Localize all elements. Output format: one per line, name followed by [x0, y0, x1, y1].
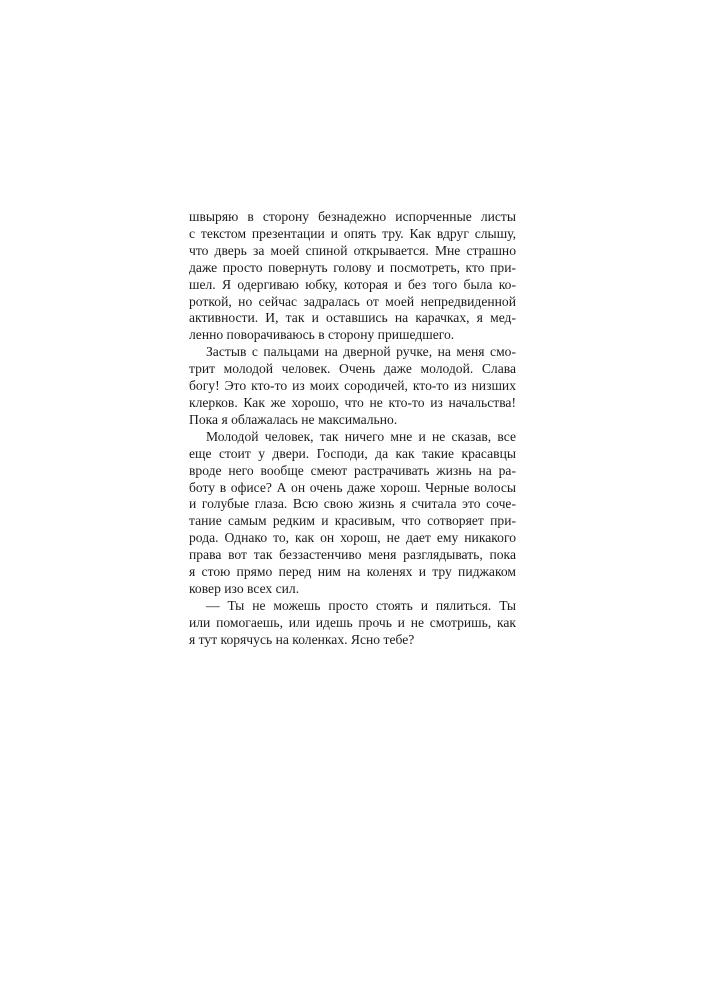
text-line: даже просто повернуть голову и посмотреть, кто при-: [189, 259, 516, 275]
text-line: я стою прямо перед ним на коленях и тру пиджаком: [189, 564, 516, 580]
text-line: что дверь за моей спиной открывается. Мне страшно: [189, 242, 516, 258]
text-line: Пока я облажалась не максимально.: [189, 411, 398, 427]
text-line: ленно поворачиваюсь в сторону пришедшего.: [189, 327, 455, 343]
paragraph-2: [189, 344, 516, 429]
text-line: клерков. Как же хорошо, что не кто-то из начальства!: [189, 394, 516, 410]
text-line: Молодой человек, так ничего мне и не сказав, все: [206, 428, 516, 444]
text-line: швыряю в сторону безнадежно испорченные листы: [189, 209, 516, 224]
text-line: или помогаешь, или идешь прочь и не смотришь, как: [189, 614, 516, 630]
paragraph-1: [189, 209, 516, 344]
paragraph-4: [189, 598, 516, 649]
text-line: ковер изо всех сил.: [189, 580, 300, 596]
text-line: я тут корячусь на коленках. Ясно тебе?: [189, 631, 415, 647]
text-line: боту в офисе? А он очень даже хорош. Черные волосы: [189, 479, 516, 495]
text-line: шел. Я одергиваю юбку, которая и без того была ко-: [189, 276, 516, 292]
text-line: роткой, но сейчас задралась от моей непредвиденной: [189, 293, 516, 309]
paragraph-3: [189, 429, 516, 598]
text-line: права вот так беззастенчиво меня разглядывать, пока: [189, 547, 516, 563]
book-page-text: [189, 209, 516, 649]
text-line: с текстом презентации и опять тру. Как вдруг слышу,: [189, 225, 516, 241]
text-line: Застыв с пальцами на дверной ручке, на меня смо-: [206, 344, 516, 360]
text-line: — Ты не можешь просто стоять и пялиться. Ты: [206, 597, 516, 613]
text-line: тание самым редким и красивым, что сотворяет при-: [189, 513, 516, 529]
text-line: богу! Это кто-то из моих сородичей, кто-то из низших: [189, 378, 516, 394]
text-line: трит молодой человек. Очень даже молодой. Слава: [189, 361, 516, 377]
text-line: рода. Однако то, как он хорош, не дает ему никакого: [189, 530, 516, 546]
text-line: и голубые глаза. Всю свою жизнь я считала это соче-: [189, 496, 516, 512]
text-line: активности. И, так и оставшись на карачках, я мед-: [189, 310, 516, 326]
text-line: вроде него вообще смеют растрачивать жизнь на ра-: [189, 462, 516, 478]
text-line: еще стоит у двери. Господи, да как такие красавцы: [189, 445, 516, 461]
